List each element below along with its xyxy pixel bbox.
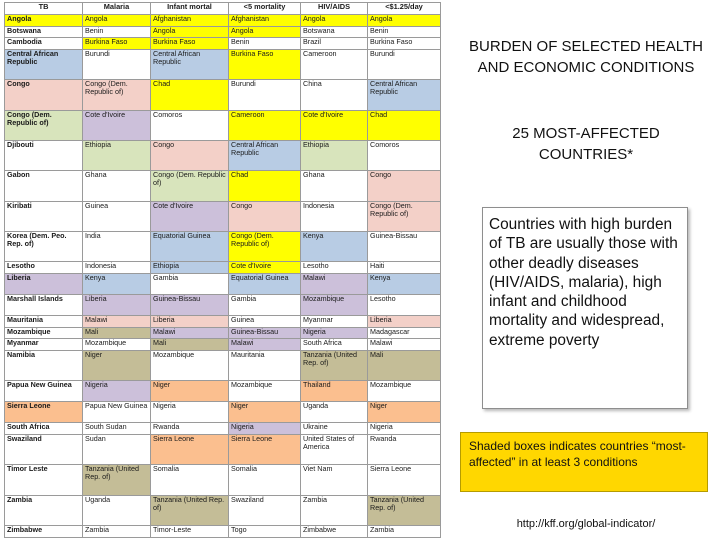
slide-title: BURDEN OF SELECTED HEALTH AND ECONOMIC CONDITIONS bbox=[469, 38, 703, 76]
table-cell: Burkina Faso bbox=[151, 38, 229, 50]
table-cell: Zimbabwe bbox=[301, 526, 368, 538]
table-cell: Lesotho bbox=[301, 262, 368, 274]
table-row bbox=[5, 15, 441, 27]
table-cell: Thailand bbox=[301, 381, 368, 402]
table-cell: Nigeria bbox=[229, 423, 301, 435]
table-cell: Benin bbox=[229, 38, 301, 50]
table-row bbox=[5, 435, 441, 465]
country-conditions-table bbox=[4, 2, 441, 538]
table-cell: Cameroon bbox=[229, 110, 301, 140]
header-infant-mortality: Infant mortal bbox=[151, 3, 229, 15]
table-row bbox=[5, 295, 441, 316]
source-link[interactable]: http://kff.org/global-indicator/ bbox=[516, 518, 656, 530]
table-cell: Angola bbox=[368, 15, 441, 27]
table-cell: Angola bbox=[151, 26, 229, 38]
table-cell: Liberia bbox=[368, 316, 441, 328]
table-row bbox=[5, 274, 441, 295]
table-cell: Rwanda bbox=[151, 423, 229, 435]
table-cell: Congo (Dem. Republic of) bbox=[5, 110, 83, 140]
table-cell: Nigeria bbox=[151, 402, 229, 423]
table-cell: Cameroon bbox=[301, 50, 368, 80]
table-cell: Madagascar bbox=[368, 327, 441, 339]
table-cell: Burundi bbox=[229, 80, 301, 110]
table-cell: Congo (Dem. Republic of) bbox=[229, 232, 301, 262]
table-cell: Kenya bbox=[368, 274, 441, 295]
table-cell: Nigeria bbox=[301, 327, 368, 339]
table-cell: South Africa bbox=[301, 339, 368, 351]
table-cell: Burundi bbox=[368, 50, 441, 80]
table-cell: United States of America bbox=[301, 435, 368, 465]
table-cell: Uganda bbox=[301, 402, 368, 423]
table-row bbox=[5, 526, 441, 538]
table-cell: Comoros bbox=[368, 141, 441, 171]
table-cell: Zambia bbox=[301, 495, 368, 525]
table-cell: Mozambique bbox=[5, 327, 83, 339]
table-cell: Guinea bbox=[83, 201, 151, 231]
table-cell: Cote d'Ivoire bbox=[151, 201, 229, 231]
table-body bbox=[5, 15, 441, 538]
table-cell: Niger bbox=[229, 402, 301, 423]
table-cell: Mali bbox=[83, 327, 151, 339]
table-row bbox=[5, 232, 441, 262]
table-cell: Sierra Leone bbox=[151, 435, 229, 465]
table-cell: Congo bbox=[5, 80, 83, 110]
table-cell: Tanzania (United Rep. of) bbox=[151, 495, 229, 525]
table-cell: Rwanda bbox=[368, 435, 441, 465]
table-cell: Ethiopia bbox=[83, 141, 151, 171]
table-cell: Gambia bbox=[151, 274, 229, 295]
table-cell: Burundi bbox=[83, 50, 151, 80]
table-cell: Liberia bbox=[5, 274, 83, 295]
table-cell: Indonesia bbox=[83, 262, 151, 274]
table-cell: Central African Republic bbox=[151, 50, 229, 80]
table-cell: Malawi bbox=[301, 274, 368, 295]
table-cell: Chad bbox=[151, 80, 229, 110]
table-cell: Tanzania (United Rep. of) bbox=[83, 465, 151, 495]
table-cell: Mauritania bbox=[229, 351, 301, 381]
table-cell: Botswana bbox=[5, 26, 83, 38]
table-cell: Papua New Guinea bbox=[5, 381, 83, 402]
table-cell: Cambodia bbox=[5, 38, 83, 50]
table-cell: Angola bbox=[83, 15, 151, 27]
table-cell: Zambia bbox=[368, 526, 441, 538]
table-cell: Nigeria bbox=[368, 423, 441, 435]
table-row bbox=[5, 423, 441, 435]
table-cell: Benin bbox=[83, 26, 151, 38]
table-cell: Angola bbox=[229, 26, 301, 38]
table-cell: Equatorial Guinea bbox=[229, 274, 301, 295]
table-cell: Liberia bbox=[83, 295, 151, 316]
table-cell: Kenya bbox=[301, 232, 368, 262]
table-cell: Central African Republic bbox=[229, 141, 301, 171]
table-cell: Cote d'Ivoire bbox=[83, 110, 151, 140]
header-under-5-mortality: <5 mortality bbox=[229, 3, 301, 15]
table-row bbox=[5, 80, 441, 110]
table-cell: Guinea-Bissau bbox=[151, 295, 229, 316]
table-cell: Burkina Faso bbox=[229, 50, 301, 80]
table-cell: Botswana bbox=[301, 26, 368, 38]
table-cell: Papua New Guinea bbox=[83, 402, 151, 423]
table-cell: Benin bbox=[368, 26, 441, 38]
table-cell: Niger bbox=[368, 402, 441, 423]
table-row bbox=[5, 339, 441, 351]
table-row bbox=[5, 26, 441, 38]
table-cell: Central African Republic bbox=[368, 80, 441, 110]
table-cell: Zimbabwe bbox=[5, 526, 83, 538]
shaded-boxes-note: Shaded boxes indicates countries “most-affected” in at least 3 conditions bbox=[460, 432, 708, 492]
table-cell: Somalia bbox=[229, 465, 301, 495]
table-row bbox=[5, 402, 441, 423]
table-cell: Haiti bbox=[368, 262, 441, 274]
table-row bbox=[5, 110, 441, 140]
header-hiv-aids: HIV/AIDS bbox=[301, 3, 368, 15]
table-cell: Zambia bbox=[5, 495, 83, 525]
table-cell: Malawi bbox=[83, 316, 151, 328]
table-cell: Timor Leste bbox=[5, 465, 83, 495]
table-cell: Congo bbox=[368, 171, 441, 201]
table-row bbox=[5, 262, 441, 274]
table-cell: Comoros bbox=[151, 110, 229, 140]
table-cell: Congo bbox=[229, 201, 301, 231]
table-cell: Sierra Leone bbox=[5, 402, 83, 423]
table-cell: Malawi bbox=[151, 327, 229, 339]
table-cell: Afghanistan bbox=[229, 15, 301, 27]
table-cell: India bbox=[83, 232, 151, 262]
table-row bbox=[5, 351, 441, 381]
table-cell: Viet Nam bbox=[301, 465, 368, 495]
table-cell: Congo (Dem. Republic of) bbox=[83, 80, 151, 110]
table-cell: Central African Republic bbox=[5, 50, 83, 80]
table-cell: Lesotho bbox=[5, 262, 83, 274]
table-cell: Mali bbox=[368, 351, 441, 381]
table-cell: Somalia bbox=[151, 465, 229, 495]
table-cell: Djibouti bbox=[5, 141, 83, 171]
table-cell: Malawi bbox=[368, 339, 441, 351]
header-malaria: Malaria bbox=[83, 3, 151, 15]
table-cell: Congo bbox=[151, 141, 229, 171]
table-cell: Afghanistan bbox=[151, 15, 229, 27]
table-row bbox=[5, 316, 441, 328]
table-cell: Gabon bbox=[5, 171, 83, 201]
header-poverty: <$1.25/day bbox=[368, 3, 441, 15]
table-cell: Korea (Dem. Peo. Rep. of) bbox=[5, 232, 83, 262]
table-cell: Burkina Faso bbox=[83, 38, 151, 50]
table-cell: Guinea bbox=[229, 316, 301, 328]
table-cell: Mozambique bbox=[301, 295, 368, 316]
table-cell: Myanmar bbox=[301, 316, 368, 328]
table-cell: Gambia bbox=[229, 295, 301, 316]
table-cell: Cote d'Ivoire bbox=[229, 262, 301, 274]
table-cell: Angola bbox=[301, 15, 368, 27]
table-cell: Uganda bbox=[83, 495, 151, 525]
table-cell: Sierra Leone bbox=[368, 465, 441, 495]
table-cell: Liberia bbox=[151, 316, 229, 328]
table-cell: South Sudan bbox=[83, 423, 151, 435]
table-cell: Cote d'Ivoire bbox=[301, 110, 368, 140]
table-cell: Burkina Faso bbox=[368, 38, 441, 50]
table-row bbox=[5, 50, 441, 80]
table-cell: Nigeria bbox=[83, 381, 151, 402]
table-row bbox=[5, 327, 441, 339]
table-row bbox=[5, 465, 441, 495]
table-cell: Timor-Leste bbox=[151, 526, 229, 538]
table-cell: Swaziland bbox=[229, 495, 301, 525]
table-row bbox=[5, 201, 441, 231]
table-cell: Kiribati bbox=[5, 201, 83, 231]
table-cell: Sierra Leone bbox=[229, 435, 301, 465]
table-cell: Sudan bbox=[83, 435, 151, 465]
table-cell: Ethiopia bbox=[151, 262, 229, 274]
table-cell: Niger bbox=[83, 351, 151, 381]
table-cell: Myanmar bbox=[5, 339, 83, 351]
header-tb: TB bbox=[5, 3, 83, 15]
table-cell: Zambia bbox=[83, 526, 151, 538]
table-cell: Angola bbox=[5, 15, 83, 27]
table-cell: Guinea-Bissau bbox=[229, 327, 301, 339]
table-cell: Brazil bbox=[301, 38, 368, 50]
table-cell: Tanzania (United Rep. of) bbox=[368, 495, 441, 525]
tb-burden-callout: Countries with high burden of TB are usually those with other deadly diseases (HIV/AIDS, malaria), high infant and childhood mortality and widespread, extreme poverty bbox=[482, 207, 688, 409]
table-cell: Kenya bbox=[83, 274, 151, 295]
table-cell: Mozambique bbox=[83, 339, 151, 351]
table-cell: Ghana bbox=[83, 171, 151, 201]
table-cell: Lesotho bbox=[368, 295, 441, 316]
table-cell: Chad bbox=[368, 110, 441, 140]
header-row bbox=[5, 3, 441, 15]
table-cell: Namibia bbox=[5, 351, 83, 381]
table-cell: Equatorial Guinea bbox=[151, 232, 229, 262]
table-cell: Mali bbox=[151, 339, 229, 351]
table-cell: Marshall Islands bbox=[5, 295, 83, 316]
table-cell: Congo (Dem. Republic of) bbox=[368, 201, 441, 231]
table-cell: Mozambique bbox=[151, 351, 229, 381]
table-cell: Togo bbox=[229, 526, 301, 538]
table-row bbox=[5, 141, 441, 171]
table-cell: Mauritania bbox=[5, 316, 83, 328]
table-cell: Malawi bbox=[229, 339, 301, 351]
table-cell: Ethiopia bbox=[301, 141, 368, 171]
table-cell: Mozambique bbox=[229, 381, 301, 402]
table-row bbox=[5, 381, 441, 402]
slide-subtitle: 25 MOST-AFFECTED COUNTRIES* bbox=[512, 125, 660, 163]
table-cell: Ghana bbox=[301, 171, 368, 201]
table-row bbox=[5, 38, 441, 50]
table-cell: China bbox=[301, 80, 368, 110]
table-cell: Tanzania (United Rep. of) bbox=[301, 351, 368, 381]
table-cell: Indonesia bbox=[301, 201, 368, 231]
table-cell: Chad bbox=[229, 171, 301, 201]
table-row bbox=[5, 495, 441, 525]
table-cell: Mozambique bbox=[368, 381, 441, 402]
table-cell: Ukraine bbox=[301, 423, 368, 435]
table-cell: Congo (Dem. Republic of) bbox=[151, 171, 229, 201]
table-cell: South Africa bbox=[5, 423, 83, 435]
table-row bbox=[5, 171, 441, 201]
table-cell: Swaziland bbox=[5, 435, 83, 465]
table-cell: Guinea-Bissau bbox=[368, 232, 441, 262]
table-cell: Niger bbox=[151, 381, 229, 402]
